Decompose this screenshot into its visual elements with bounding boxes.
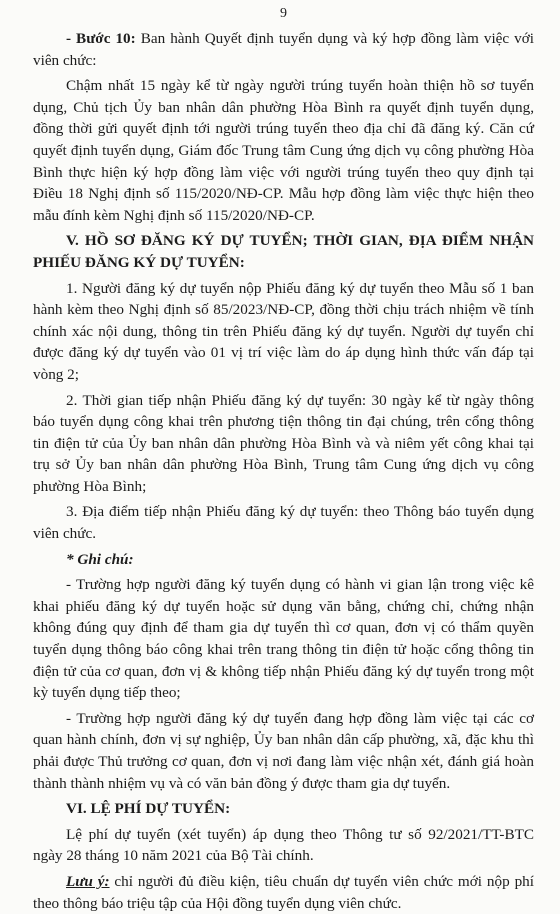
- section6-note-text: chỉ người đủ điều kiện, tiêu chuẩn dự tuyển viên chức mới nộp phí theo thông báo triệu tập của Hội đồng tuyển dụng viên chức.: [33, 872, 534, 912]
- section6-note: [33, 871, 534, 914]
- section6-body: Lệ phí dự tuyển (xét tuyển) áp dụng theo Thông tư số 92/2021/TT-BTC ngày 28 tháng 10 năm 2021 của Bộ Tài chính.: [33, 825, 534, 865]
- note-item-1: - Trường hợp người đăng ký tuyển dụng có hành vi gian lận trong việc kê khai phiếu đăng ký dự tuyển hoặc sử dụng văn bằng, chứng chỉ, chứng nhận không đúng quy định để tham gia dự tuyển thì cơ quan, đơn vị có thẩm quyền tuyển dụng thông báo công khai trên trang thông tin điện tử hoặc cổng thông tin điện tử của cơ quan, đơn vị & không tiếp nhận Phiếu đăng ký dự tuyển trong một kỳ tuyển dụng tiếp theo;: [33, 576, 534, 702]
- section5-item-1: 1. Người đăng ký dự tuyển nộp Phiếu đăng ký dự tuyển theo Mẫu số 1 ban hành kèm theo Nghị định số 85/2023/NĐ-CP, đồng thời chịu trách nhiệm về tính chính xác nội dung, thông tin trên Phiếu đăng ký dự tuyển. Người dự tuyển chỉ được đăng ký dự tuyển vào 01 vị trí việc làm do áp dụng hình thức vấn đáp tại vòng 2;: [33, 279, 534, 383]
- section5-heading: V. HỒ SƠ ĐĂNG KÝ DỰ TUYỂN; THỜI GIAN, ĐỊA ĐIỂM NHẬN PHIẾU ĐĂNG KÝ DỰ TUYỂN:: [33, 232, 534, 271]
- page-number: 9: [280, 6, 287, 21]
- step10-paragraph-intro: [33, 28, 534, 71]
- step10-text: Ban hành Quyết định tuyển dụng và ký hợp đồng làm việc với viên chức:: [33, 30, 535, 69]
- section5-item-2: 2. Thời gian tiếp nhận Phiếu đăng ký dự tuyển: 30 ngày kể từ ngày thông báo tuyển dụng công khai trên phương tiện thông tin đại chúng, trên cổng thông tin điện tử của Ủy ban nhân dân phường Hòa Bình và và niêm yết công khai tại trụ sở Ủy ban nhân dân phường Hòa Bình, Trung tâm Cung ứng dịch vụ công phường Hòa Bình;: [33, 391, 534, 495]
- section5-item-3: 3. Địa điểm tiếp nhận Phiếu đăng ký dự tuyển: theo Thông báo tuyển dụng viên chức.: [33, 503, 534, 543]
- section6-heading: VI. LỆ PHÍ DỰ TUYỂN:: [66, 800, 231, 818]
- note-item-2: - Trường hợp người đăng ký dự tuyển đang hợp đồng làm việc tại các cơ quan hành chính, đơn vị sự nghiệp, Ủy ban nhân dân cấp phường, xã, đặc khu thì phải được Thủ trưởng cơ quan, đơn vị nơi đang làm việc nhận xét, đánh giá hoàn thành thành nhiệm vụ và có văn bản đồng ý được tham gia dự tuyển.: [33, 709, 534, 792]
- step10-label: - Bước 10:: [66, 30, 136, 47]
- step10-body: Chậm nhất 15 ngày kể từ ngày người trúng tuyển hoàn thiện hồ sơ tuyển dụng, Chủ tịch Ủy ban nhân dân phường Hòa Bình ra quyết định tuyển dụng, đồng thời gửi quyết định tới người trúng tuyển theo địa chỉ đã đăng ký. Căn cứ quyết định tuyển dụng, Giám đốc Trung tâm Cung ứng dịch vụ công phường Hòa Bình thực hiện ký hợp đồng làm việc với người trúng tuyển theo quy định tại Điều 18 Nghị định số 115/2020/NĐ-CP. Mẫu hợp đồng làm việc thực hiện theo mẫu đính kèm Nghị định số 115/2020/NĐ-CP.: [33, 77, 534, 224]
- section6-note-label: Lưu ý:: [66, 872, 110, 890]
- note-label: * Ghi chú:: [66, 550, 134, 568]
